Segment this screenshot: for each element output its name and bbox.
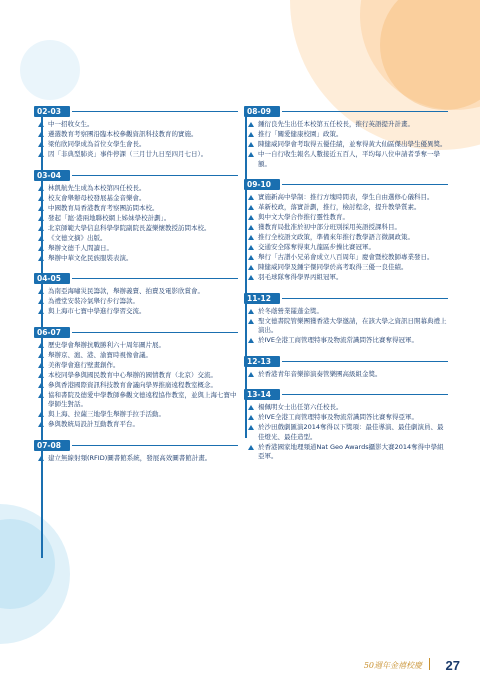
event-item [38, 381, 238, 391]
triangle-bullet-icon [248, 372, 254, 377]
event-item [248, 120, 448, 130]
event-item [248, 140, 448, 150]
event-item [38, 454, 238, 464]
timeline-column-left [34, 106, 238, 473]
event-item [248, 150, 448, 169]
footer-divider [429, 658, 430, 670]
triangle-bullet-icon [38, 393, 44, 398]
event-item [38, 234, 238, 244]
year-label: 09-10 [244, 179, 280, 190]
triangle-bullet-icon [38, 309, 44, 314]
event-text: 舉行「古譜小兄弟會成立八百周年」慶會暨校教師專業發日。 [258, 253, 434, 261]
event-text: 因「非典型肺炎」事件停課（三月廿九日至四月七日）。 [48, 150, 208, 158]
event-item [248, 223, 448, 233]
triangle-bullet-icon [248, 319, 254, 324]
triangle-bullet-icon [38, 343, 44, 348]
event-item [38, 140, 238, 150]
triangle-bullet-icon [248, 245, 254, 250]
event-text: 校友會舉辦母校發展基金音樂會。 [48, 193, 146, 202]
triangle-bullet-icon [248, 132, 254, 137]
event-text: 鍾衍良先生出任本校第五任校長，推行英語提升計畫。 [258, 120, 414, 128]
timeline-section [34, 327, 238, 430]
event-text: 舉辦文德千人間讀日。 [48, 243, 113, 252]
anniversary-logo: 50週年金禧校慶 [363, 661, 422, 670]
triangle-bullet-icon [248, 215, 254, 220]
event-list [244, 193, 448, 283]
event-text: 本校同學參與國民教育中心舉辦的國情教育（北京）交流。 [48, 370, 217, 379]
event-text: 陳健威同學會考取得五優佳績，並奪得黃大仙區傑出學生優異獎。 [258, 140, 447, 148]
event-list [244, 120, 448, 169]
event-item [38, 341, 238, 351]
event-text: 聖文德書院管樂團獲香港大學邀請，在該大學之資訊日開幕典禮上演出。 [258, 316, 447, 334]
triangle-bullet-icon [38, 353, 44, 358]
triangle-bullet-icon [248, 235, 254, 240]
event-text: 獲教育局批准於初中部分班別採用英語授課科目。 [258, 223, 401, 231]
triangle-bullet-icon [248, 142, 254, 147]
year-label: 06-07 [34, 327, 70, 338]
event-item [38, 224, 238, 234]
event-text: 於IVE全港工商管理特事及物流常識問答比賽奪得冠軍。 [258, 336, 418, 344]
triangle-bullet-icon [248, 425, 254, 430]
event-list [34, 341, 238, 430]
event-item [38, 244, 238, 254]
timeline-section [34, 170, 238, 264]
timeline-section [244, 106, 448, 169]
event-item [38, 204, 238, 214]
timeline-section [244, 179, 448, 283]
timeline-section [34, 273, 238, 317]
event-text: 遴選教育考察團沿臨本校參觀資訊科技教育的實施。 [48, 130, 198, 138]
event-text: 於香港國家地理頻道Nat Geo Awards攝影大賽2014奪得中學組亞軍。 [258, 442, 444, 460]
year-label: 13-14 [244, 389, 280, 400]
event-text: 參與香港國際資訊科技教育會議向學界推廣遠程教室概念。 [48, 380, 217, 389]
event-list [34, 184, 238, 264]
year-label: 08-09 [244, 106, 280, 117]
event-list [244, 307, 448, 346]
event-item [248, 336, 448, 346]
triangle-bullet-icon [248, 152, 254, 157]
event-text: 推行「關愛健康校園」政策。 [258, 130, 343, 138]
event-list [34, 454, 238, 464]
triangle-bullet-icon [38, 132, 44, 137]
event-item [38, 351, 238, 361]
event-item [248, 203, 448, 213]
event-text: 《文德文摘》出版。 [48, 233, 107, 242]
triangle-bullet-icon [38, 122, 44, 127]
event-item [38, 214, 238, 224]
timeline-section [244, 293, 448, 346]
event-text: 羽毛球隊奪得學界丙組冠軍。 [258, 273, 343, 281]
event-item [38, 194, 238, 204]
event-item [38, 254, 238, 264]
timeline-section [244, 356, 448, 380]
event-text: 中一招收女生。 [48, 120, 94, 128]
triangle-bullet-icon [248, 265, 254, 270]
event-item [38, 130, 238, 140]
triangle-bullet-icon [248, 255, 254, 260]
triangle-bullet-icon [248, 225, 254, 230]
triangle-bullet-icon [38, 142, 44, 147]
event-item [38, 420, 238, 430]
triangle-bullet-icon [38, 226, 44, 231]
event-text: 中國教育局香港教育考察團訪問本校。 [48, 203, 159, 212]
event-item [248, 317, 448, 336]
triangle-bullet-icon [248, 122, 254, 127]
event-item [38, 150, 238, 160]
event-item [38, 287, 238, 297]
triangle-bullet-icon [248, 445, 254, 450]
event-text: 梁佑欣同學成為首位女學生會長。 [48, 140, 146, 148]
event-item [38, 184, 238, 194]
event-text: 歷史學會舉辦抗戰勝利六十周年圖片展。 [48, 340, 165, 349]
event-text: 發起「滬‧港兩地聯校網上姊妹學校計劃」。 [48, 213, 171, 222]
event-item [248, 370, 448, 380]
event-item [38, 391, 238, 410]
triangle-bullet-icon [248, 205, 254, 210]
triangle-bullet-icon [248, 338, 254, 343]
event-item [248, 273, 448, 283]
event-text: 於IVE全港工商管理特事及物流常識問答比賽奪得亞軍。 [258, 413, 418, 421]
event-text: 與上海、拉薩三地學生舉辦手拉手活動。 [48, 410, 165, 418]
event-item [248, 233, 448, 243]
decor-circle-blue-top [20, 40, 80, 100]
triangle-bullet-icon [38, 289, 44, 294]
event-text: 為禮堂安裝冷氣舉行步行籌款。 [48, 297, 139, 305]
year-label: 04-05 [34, 273, 70, 284]
event-text: 舉辦中華文化民族服裝表演。 [48, 253, 133, 262]
event-text: 中一自行收生報名人數接近五百人，平均每八位申請者爭奪一學額。 [258, 150, 440, 168]
event-item [38, 410, 238, 420]
triangle-bullet-icon [38, 236, 44, 241]
page-footer [0, 651, 480, 679]
event-text: 推行全校語文政策，準備來年推行教學語言微調政策。 [258, 233, 414, 241]
event-text: 北京師範大學信息科學學院副院長蓋樂懷教授訪問本校。 [48, 223, 211, 232]
timeline-column-right [244, 106, 448, 472]
year-label: 12-13 [244, 356, 280, 367]
timeline-section [34, 440, 238, 464]
event-text: 為南亞海嘯災民籌款，舉辦義賣、拍賣及電影欣賞會。 [48, 287, 204, 295]
timeline-section [34, 106, 238, 160]
event-item [38, 297, 238, 307]
event-item [248, 130, 448, 140]
event-item [248, 307, 448, 317]
event-item [248, 213, 448, 223]
event-item [248, 413, 448, 423]
event-text: 美術學會進行壁畫創作。 [48, 360, 120, 369]
page-number: 27 [445, 658, 460, 673]
triangle-bullet-icon [248, 415, 254, 420]
triangle-bullet-icon [38, 373, 44, 378]
event-text: 實施新高中學制：推行方塊時間表，學生自由選修心儀科目。 [258, 193, 434, 201]
event-item [248, 443, 448, 462]
triangle-bullet-icon [38, 206, 44, 211]
event-list [244, 403, 448, 462]
triangle-bullet-icon [38, 363, 44, 368]
event-item [248, 253, 448, 263]
timeline-section [244, 389, 448, 462]
event-text: 革新校政，落實計劃，推行，檢討程念，提升教學質素。 [258, 203, 421, 211]
event-item [38, 371, 238, 381]
event-item [248, 243, 448, 253]
event-text: 於香港青年音樂節演奏管樂團高級組金獎。 [258, 369, 382, 378]
triangle-bullet-icon [38, 422, 44, 427]
triangle-bullet-icon [38, 256, 44, 261]
event-text: 舉辦京、滬、港、渝寶時視像會議。 [48, 350, 152, 359]
triangle-bullet-icon [248, 195, 254, 200]
triangle-bullet-icon [248, 405, 254, 410]
event-item [248, 403, 448, 413]
event-item [38, 361, 238, 371]
triangle-bullet-icon [38, 186, 44, 191]
event-text: 陳健威同學及鍾宇傑同學於高考取得三優一良佳績。 [258, 263, 408, 271]
triangle-bullet-icon [38, 412, 44, 417]
year-label: 02-03 [34, 106, 70, 117]
event-text: 林凱航先生成為本校第四任校長。 [48, 183, 146, 192]
triangle-bullet-icon [38, 196, 44, 201]
year-label: 07-08 [34, 440, 70, 451]
history-timeline [34, 106, 450, 636]
event-text: 與中文大學合作推行靈性教育。 [258, 213, 349, 221]
event-list [34, 120, 238, 160]
year-label: 03-04 [34, 170, 70, 181]
event-list [34, 287, 238, 317]
event-text: 參與教統局設計互動教育平台。 [48, 420, 139, 428]
triangle-bullet-icon [38, 383, 44, 388]
event-item [248, 423, 448, 442]
event-item [248, 193, 448, 203]
event-text: 協和書院及德愛中學教師參觀文德遠程協作教室，並與上海七寶中學師生對話。 [48, 390, 237, 408]
triangle-bullet-icon [38, 152, 44, 157]
event-text: 與上海市七寶中學進行學習交流。 [48, 307, 146, 315]
event-item [38, 307, 238, 317]
triangle-bullet-icon [38, 216, 44, 221]
triangle-bullet-icon [38, 456, 44, 461]
triangle-bullet-icon [248, 309, 254, 314]
triangle-bullet-icon [38, 299, 44, 304]
triangle-bullet-icon [248, 275, 254, 280]
event-text: 於冬蔭營業罷蓬金獎。 [258, 306, 323, 315]
event-item [248, 263, 448, 273]
event-text: 於沙田戲劇匯演2014奪得以下獎項：最佳導演、最佳劇演員、最佳燈光、最佳造型。 [258, 423, 444, 441]
year-label: 11-12 [244, 293, 280, 304]
event-text: 楊佩明女士出任第六任校長。 [258, 403, 343, 411]
event-text: 交通安全隊奪得東九龍區步操比賽冠軍。 [258, 243, 375, 251]
triangle-bullet-icon [38, 246, 44, 251]
event-text: 建立無線射頻(RFID)圖書館系統，發展高效圖書館計畫。 [48, 453, 212, 462]
event-item [38, 120, 238, 130]
event-list [244, 370, 448, 380]
